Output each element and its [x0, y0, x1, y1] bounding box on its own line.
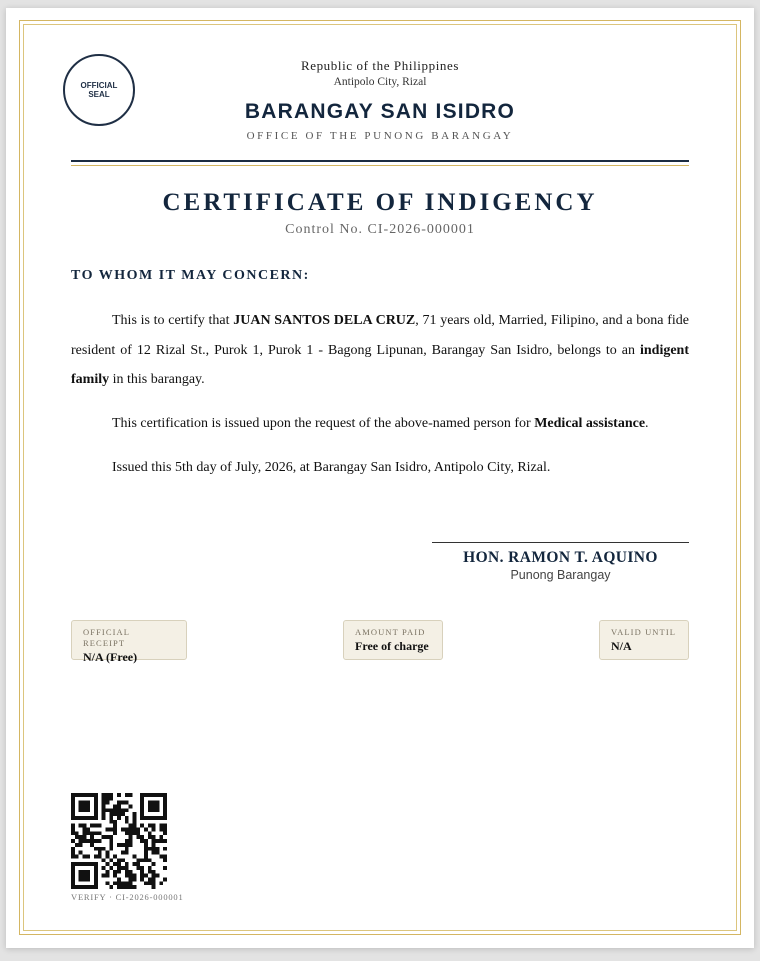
purpose-paragraph [71, 409, 689, 439]
p2-text-b: . [645, 416, 649, 431]
barangay-name: BARANGAY SAN ISIDRO [244, 100, 516, 123]
box-label: VALID UNTIL [611, 627, 677, 637]
qr-modules [71, 793, 167, 889]
box-value: N/A (Free) [83, 650, 138, 664]
salutation: TO WHOM IT MAY CONCERN: [71, 268, 310, 283]
box-label: AMOUNT PAID [355, 627, 426, 637]
box-label: OFFICIAL RECEIPT [83, 627, 130, 648]
official-seal: OFFICIAL SEAL [63, 54, 135, 126]
p2-text-a: This certification is issued upon the request of the above-named person for [112, 416, 535, 431]
indigency-status: indigent family [71, 342, 689, 387]
control-number: Control No. CI-2026-000001 [285, 222, 475, 237]
valid-until-box [599, 620, 689, 660]
p1-text-b: , 71 years old, Married, Filipino, and a bona fide resident of 12 Rizal St., Purok 1, Purok 1 - Bagong Lipunan, Barangay San Isidro, belongs to an [71, 313, 689, 358]
p1-text-c: in this barangay. [109, 372, 205, 387]
box-value: Free of charge [355, 639, 429, 653]
p1-text-a: This is to certify that [112, 313, 234, 328]
signatory-title: Punong Barangay [510, 568, 611, 582]
republic-line: Republic of the Philippines [300, 58, 460, 73]
office-line: OFFICE OF THE PUNONG BARANGAY [246, 130, 514, 142]
certificate-page [6, 8, 754, 948]
signatory-name: HON. RAMON T. AQUINO [463, 549, 658, 566]
header-divider-gold [71, 165, 689, 166]
amount-paid-box [343, 620, 443, 660]
certificate-title: CERTIFICATE OF INDIGENCY [162, 189, 598, 216]
certification-paragraph [71, 306, 689, 395]
verification-qr-code[interactable] [71, 793, 167, 889]
purpose: Medical assistance [534, 416, 646, 431]
resident-name: JUAN SANTOS DELA CRUZ [233, 313, 416, 328]
city-line: Antipolo City, Rizal [333, 76, 427, 88]
header-divider [71, 160, 689, 162]
official-receipt-box [71, 620, 187, 664]
signature-line [432, 542, 689, 543]
issued-paragraph: Issued this 5th day of July, 2026, at Barangay San Isidro, Antipolo City, Rizal. [112, 460, 551, 475]
box-value: N/A [611, 639, 632, 653]
verify-caption: VERIFY · CI-2026-000001 [71, 892, 184, 902]
